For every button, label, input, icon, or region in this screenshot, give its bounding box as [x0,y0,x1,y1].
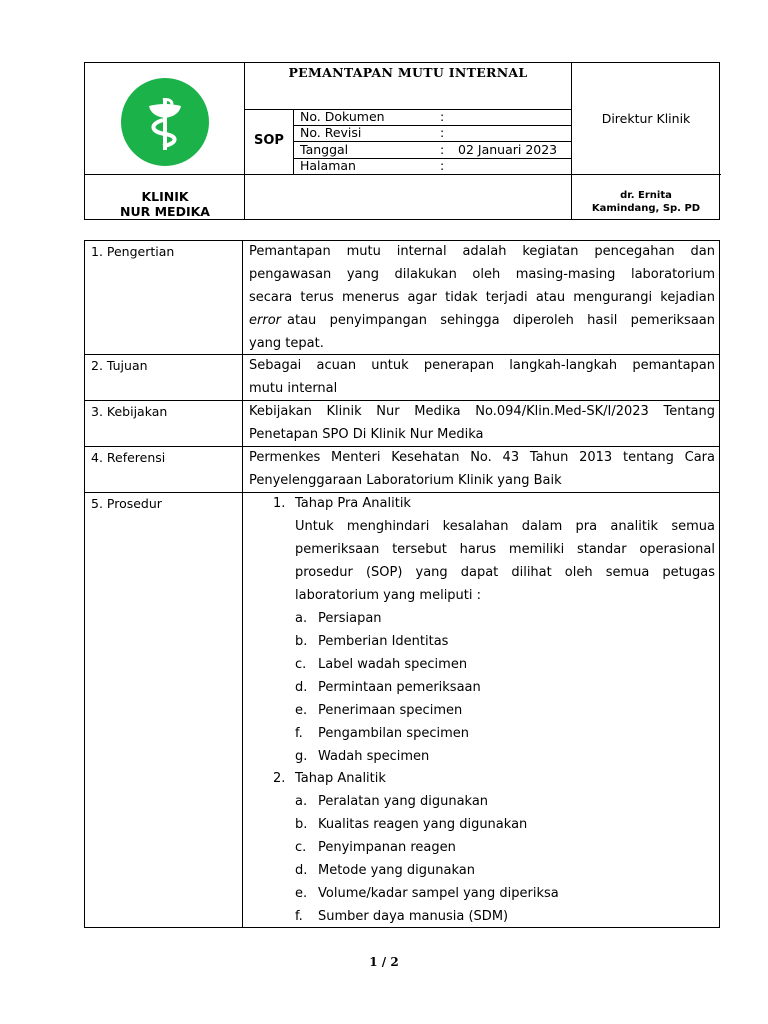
text-line: pemeriksaan tersebut harus memiliki standar operasional [295,542,715,557]
step-2-title: Tahap Analitik [295,771,386,786]
list-item-letter: a. [295,611,308,626]
label-column-divider [242,241,243,927]
clinic-name [85,189,245,219]
list-item-letter: g. [295,749,308,764]
list-item: Peralatan yang digunakan [318,794,489,809]
section-label-kebijakan: 3. Kebijakan [91,404,168,419]
approver-name-line-1: dr. Ernita [620,190,672,201]
meta-colon: : [440,109,445,124]
step-1-description [295,515,715,607]
list-item: Volume/kadar sampel yang diperiksa [318,886,559,901]
list-item-letter: b. [295,634,308,649]
list-item: Wadah specimen [318,749,430,764]
meta-colon: : [440,142,445,157]
section-text-pengertian [249,240,715,355]
list-item-letter: f. [295,726,303,741]
approver-name-line-2: Kamindang, Sp. PD [591,203,701,214]
meta-key: Halaman [300,158,356,173]
clinic-name-line-2: NUR MEDIKA [120,204,210,219]
list-item-letter: a. [295,794,308,809]
text-line: Penyelenggaraan Laboratorium Klinik yang Baik [249,473,562,488]
text-line: atau penyimpangan sehingga diperoleh hasil pemeriksaan [287,313,715,328]
page-number: 1 / 2 [369,955,399,969]
list-item-letter: d. [295,680,308,695]
step-1-number: 1. [273,496,286,511]
approver-title: Direktur Klinik [601,111,691,126]
text-line: Permenkes Menteri Kesehatan No. 43 Tahun 2013 tentang Cara [249,450,715,465]
meta-key: No. Revisi [300,125,362,140]
list-item: Permintaan pemeriksaan [318,680,481,695]
text-line: secara terus menerus agar tidak terjadi atau mengurangi kejadian [249,290,715,305]
text-line: laboratorium yang meliputi : [295,588,482,603]
sop-content-table [84,240,720,928]
list-item: Penyimpanan reagen [318,840,456,855]
list-item: Metode yang digunakan [318,863,475,878]
document-title: PEMANTAPAN MUTU INTERNAL [288,65,528,80]
text-line: prosedur (SOP) yang dapat dilihat oleh semua petugas [295,565,715,580]
meta-row-revisi [300,125,570,141]
meta-key: No. Dokumen [300,109,385,124]
section-label-prosedur: 5. Prosedur [91,496,162,511]
section-label-referensi: 4. Referensi [91,450,166,465]
list-item: Pemberian Identitas [318,634,449,649]
text-line: Kebijakan Klinik Nur Medika No.094/Klin.Med-SK/I/2023 Tentang [249,404,715,419]
list-item-letter: f. [295,909,303,924]
text-line: yang tepat. [249,336,324,351]
list-item-letter: b. [295,817,308,832]
text-line: Pemantapan mutu internal adalah kegiatan pencegahan dan [249,244,715,259]
meta-key: Tanggal [300,142,349,157]
text-line: mutu internal [249,381,338,396]
section-label-tujuan: 2. Tujuan [91,358,148,373]
text-line: Untuk menghindari kesalahan dalam pra analitik semua [295,519,715,534]
meta-row-dokumen [300,109,570,125]
list-item: Penerimaan specimen [318,703,463,718]
clinic-name-line-1: KLINIK [141,189,189,204]
step-1-title: Tahap Pra Analitik [295,496,411,511]
section-text-tujuan [249,354,715,400]
caduceus-bowl-logo-icon [119,76,211,168]
list-item: Label wadah specimen [318,657,468,672]
header-line-logo [85,174,245,175]
sop-label: SOP [254,133,284,148]
list-item-letter: e. [295,703,308,718]
list-item-letter: d. [295,863,308,878]
list-item: Kualitas reagen yang digunakan [318,817,528,832]
list-item: Pengambilan specimen [318,726,469,741]
meta-row-halaman [300,158,570,174]
section-label-pengertian: 1. Pengertian [91,244,175,259]
header-line-approver [571,174,721,175]
text-line: pengawasan yang dilakukan oleh masing-masing laboratorium [249,267,715,282]
section-text-kebijakan [249,400,715,446]
text-line: Sebagai acuan untuk penerapan langkah-langkah pemantapan [249,358,715,373]
text-line-error [249,309,715,332]
list-item-letter: e. [295,886,308,901]
meta-colon: : [440,158,445,173]
section-text-referensi [249,446,715,492]
list-item: Sumber daya manusia (SDM) [318,909,509,924]
step-2-number: 2. [273,771,286,786]
italic-term: error [249,313,281,328]
list-item: Persiapan [318,611,382,626]
approver-name [571,189,721,215]
header-line-meta-bottom [244,174,571,175]
meta-row-tanggal [300,142,570,158]
meta-colon: : [440,125,445,140]
text-line: Penetapan SPO Di Klinik Nur Medika [249,427,484,442]
list-item-letter: c. [295,657,307,672]
document-header [84,62,720,220]
meta-value: 02 Januari 2023 [458,142,558,157]
list-item-letter: c. [295,840,307,855]
